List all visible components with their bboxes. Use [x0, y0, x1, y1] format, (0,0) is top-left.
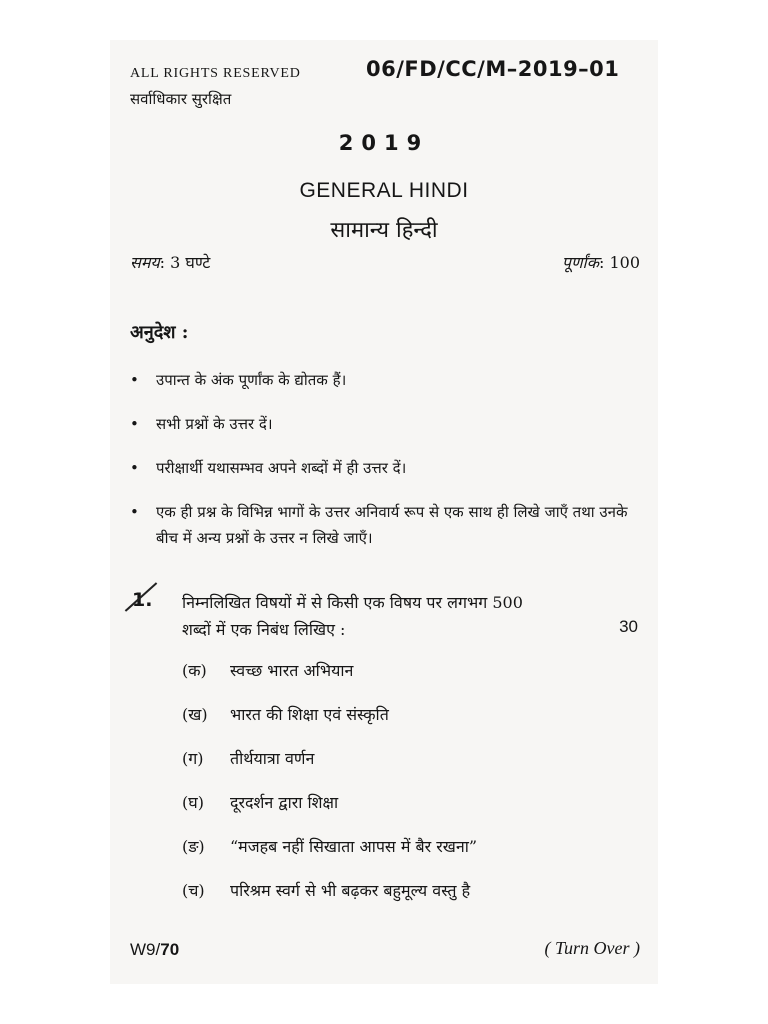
time-value: : 3 घण्टे	[159, 253, 211, 272]
instruction-text: परीक्षार्थी यथासम्भव अपने शब्दों में ही उत्तर दें।	[156, 459, 407, 477]
instructions-heading: अनुदेश :	[130, 322, 189, 343]
question-text-line1: निम्नलिखित विषयों में से किसी एक विषय पर लगभग 500	[182, 593, 523, 612]
rights-reserved-en: ALL RIGHTS RESERVED	[130, 66, 301, 81]
instruction-text: उपान्त के अंक पूर्णांक के द्योतक हैं।	[156, 371, 347, 389]
time-label: समय	[130, 253, 160, 272]
marks-value: : 100	[598, 253, 640, 272]
footer-code-prefix: W9/	[130, 940, 161, 959]
topic-label: (क)	[182, 661, 207, 680]
time-allowed	[130, 251, 210, 273]
instruction-text: एक ही प्रश्न के विभिन्न भागों के उत्तर अनिवार्य रूप से एक साथ ही लिखे जाएँ तथा उनके बीच में अन्य प्रश्नों के उत्तर न लिखे जाएँ।	[156, 503, 628, 547]
marks-label: पूर्णांक	[561, 253, 599, 272]
instruction-item	[130, 411, 650, 437]
topic-text: स्वच्छ भारत अभियान	[230, 661, 354, 680]
footer-page-code	[130, 940, 179, 960]
footer-code-suffix: 70	[160, 940, 180, 959]
question-text-line2: शब्दों में एक निबंध लिखिए :	[182, 620, 346, 639]
exam-title-en: GENERAL HINDI	[299, 179, 469, 202]
bullet-icon: •	[130, 503, 139, 521]
bullet-icon: •	[130, 459, 139, 477]
instruction-text: सभी प्रश्नों के उत्तर दें।	[156, 415, 273, 433]
topic-label: (च)	[182, 881, 205, 900]
topic-text: तीर्थयात्रा वर्णन	[230, 749, 315, 768]
question-marks: 30	[619, 617, 638, 636]
bullet-icon: •	[130, 415, 139, 433]
exam-year: 2019	[338, 131, 430, 155]
bullet-icon: •	[130, 371, 139, 389]
topic-text: दूरदर्शन द्वारा शिक्षा	[230, 793, 339, 812]
paper-code: 06/FD/CC/M–2019–01	[366, 57, 620, 81]
instructions-list	[130, 367, 650, 569]
topic-text: “मजहब नहीं सिखाता आपस में बैर रखना”	[230, 837, 478, 856]
question-number: 1.	[132, 589, 153, 611]
topic-label: (ग)	[182, 749, 204, 768]
turn-over-note: ( Turn Over )	[544, 938, 640, 958]
instruction-item	[130, 367, 650, 393]
rights-reserved-hi: सर्वाधिकार सुरक्षित	[130, 90, 232, 108]
instruction-item	[130, 455, 650, 481]
instruction-item	[130, 499, 650, 551]
topic-text: भारत की शिक्षा एवं संस्कृति	[230, 705, 389, 724]
exam-title-hi: सामान्य हिन्दी	[330, 218, 438, 243]
topic-label: (ङ)	[182, 837, 205, 856]
topic-text: परिश्रम स्वर्ग से भी बढ़कर बहुमूल्य वस्तु है	[230, 881, 471, 900]
maximum-marks	[562, 251, 640, 273]
topic-label: (ख)	[182, 705, 208, 724]
topic-label: (घ)	[182, 793, 204, 812]
